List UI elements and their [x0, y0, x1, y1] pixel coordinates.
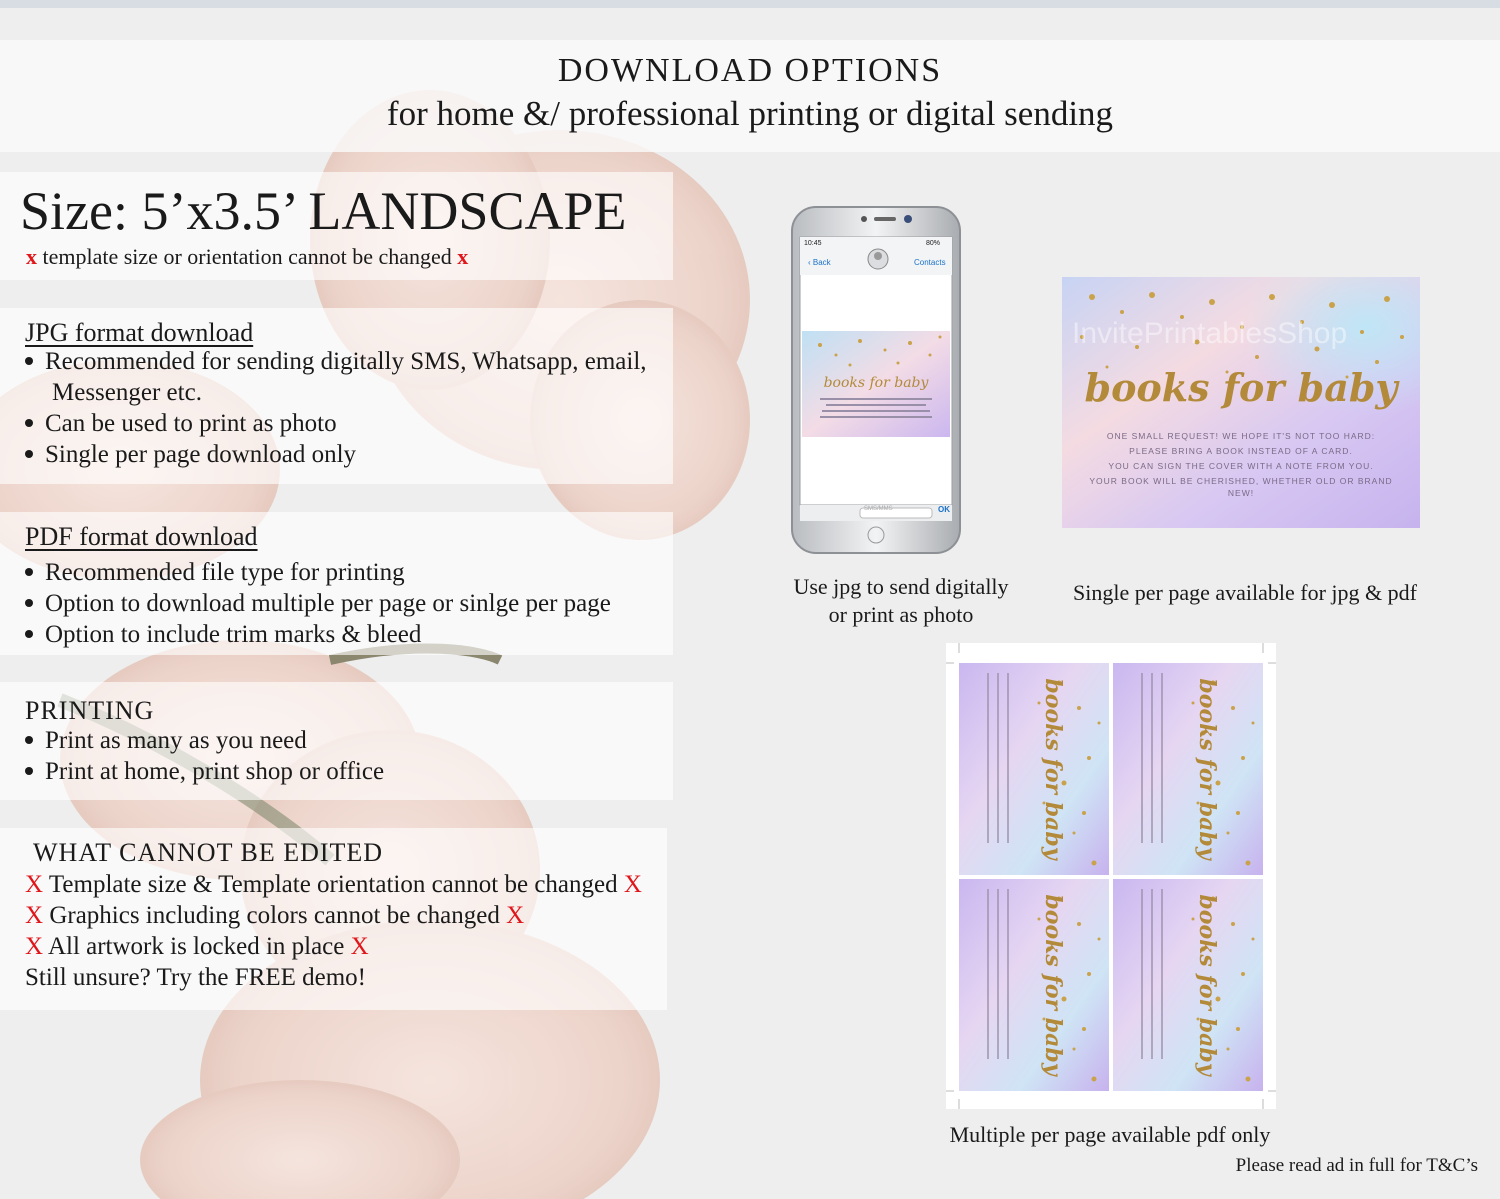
- bullet-icon: [25, 599, 33, 607]
- list-item-text: Recommended for sending digitally SMS, Whatsapp, email,: [45, 348, 647, 375]
- single-card-preview: [1062, 277, 1420, 528]
- multi-card-sheet: [946, 643, 1276, 1109]
- list-item: [25, 621, 421, 649]
- pdf-heading: PDF format download: [25, 522, 258, 551]
- phone-ok-button: OK: [938, 505, 950, 514]
- sheet-artwork: [946, 643, 1276, 1109]
- jpg-panel: [0, 308, 673, 484]
- red-x-mark: X: [25, 871, 44, 898]
- list-item-text: Graphics including colors cannot be changed: [49, 902, 500, 929]
- list-item-text: Template size & Template orientation cannot be changed: [48, 871, 618, 898]
- bullet-icon: [25, 419, 33, 427]
- phone-caption-line2: or print as photo: [828, 602, 974, 627]
- list-item-continuation: Messenger etc.: [52, 379, 202, 406]
- phone-caption: [770, 574, 1032, 628]
- cannot-edit-heading: WHAT CANNOT BE EDITED: [33, 838, 384, 867]
- list-item: [25, 933, 369, 961]
- phone-back-label: Back: [812, 258, 831, 267]
- pdf-panel: [0, 512, 673, 655]
- phone-caption-line1: Use jpg to send digitally: [793, 574, 1009, 599]
- phone-mockup: [790, 205, 962, 555]
- top-strip: [0, 0, 1500, 8]
- list-item-text: All artwork is locked in place: [47, 933, 345, 960]
- list-item: [25, 559, 405, 587]
- list-item: [25, 727, 307, 755]
- list-item: [25, 871, 642, 899]
- red-x-mark: x: [457, 244, 469, 269]
- phone-card-title: books for baby: [823, 375, 929, 391]
- printing-heading: PRINTING: [25, 696, 155, 725]
- size-title: Size: 5’x3.5’ LANDSCAPE: [20, 181, 627, 241]
- list-item-text: Recommended file type for printing: [45, 559, 405, 586]
- bullet-icon: [25, 767, 33, 775]
- list-item: [25, 590, 611, 618]
- phone-contacts-link: Contacts: [914, 258, 946, 267]
- card-body: [1070, 429, 1412, 497]
- page-subtitle: for home &/ professional printing or digital sending: [386, 94, 1114, 133]
- tile-title: books for baby: [1040, 678, 1066, 860]
- bullet-icon: [25, 357, 33, 365]
- tile-title: books for baby: [1194, 678, 1220, 860]
- card-line: PLEASE BRING A BOOK INSTEAD OF A CARD.: [1129, 446, 1353, 456]
- list-item-text: Print as many as you need: [45, 727, 307, 754]
- size-note: [26, 244, 468, 270]
- multiple-caption: Multiple per page available pdf only: [949, 1122, 1271, 1147]
- list-item-text: Can be used to print as photo: [45, 410, 337, 437]
- demo-prompt: Still unsure? Try the FREE demo!: [25, 964, 366, 991]
- list-item: [25, 348, 647, 376]
- list-item-text: Option to download multiple per page or sinlge per page: [45, 590, 611, 617]
- page-title: DOWNLOAD OPTIONS: [557, 52, 943, 89]
- single-caption: Single per page available for jpg & pdf: [1073, 580, 1417, 605]
- bullet-icon: [25, 630, 33, 638]
- list-item-text: Option to include trim marks & bleed: [45, 621, 422, 648]
- bullet-icon: [25, 450, 33, 458]
- list-item-text: Print at home, print shop or office: [45, 758, 385, 785]
- printing-panel: [0, 682, 673, 800]
- list-item: [25, 410, 337, 438]
- red-x-mark: X: [350, 933, 369, 960]
- list-item: [25, 441, 356, 469]
- size-note-text: template size or orientation cannot be changed: [42, 244, 452, 269]
- card-line: NEW!: [1227, 488, 1255, 498]
- red-x-mark: X: [25, 933, 44, 960]
- bullet-icon: [25, 568, 33, 576]
- phone-back-link: ‹ Back: [808, 258, 831, 267]
- red-x-mark: x: [26, 244, 37, 269]
- card-watermark: InvitePrintablesShop: [1072, 317, 1348, 350]
- list-item: [25, 758, 384, 786]
- tile-title: books for baby: [1194, 894, 1220, 1076]
- terms-note: Please read ad in full for T&C’s: [1235, 1155, 1478, 1176]
- phone-battery: 80%: [926, 240, 941, 247]
- size-panel: [0, 172, 673, 280]
- cannot-edit-panel: [0, 828, 667, 1010]
- red-x-mark: X: [25, 902, 44, 929]
- red-x-mark: X: [506, 902, 525, 929]
- tile-title: books for baby: [1040, 894, 1066, 1076]
- card-line: ONE SMALL REQUEST! WE HOPE IT'S NOT TOO HARD:: [1106, 431, 1376, 441]
- red-x-mark: X: [623, 871, 642, 898]
- bullet-icon: [25, 736, 33, 744]
- phone-time: 10:45: [804, 240, 822, 247]
- header-band: [0, 40, 1500, 152]
- list-item: [25, 902, 524, 930]
- card-line: YOUR BOOK WILL BE CHERISHED, WHETHER OLD OR BRAND: [1089, 476, 1393, 486]
- phone-sms-placeholder: SMS/MMS: [864, 506, 893, 512]
- card-line: YOU CAN SIGN THE COVER WITH A NOTE FROM YOU.: [1108, 461, 1374, 471]
- jpg-heading: JPG format download: [25, 318, 254, 347]
- list-item-text: Single per page download only: [45, 441, 357, 468]
- card-title: books for baby: [1084, 365, 1398, 410]
